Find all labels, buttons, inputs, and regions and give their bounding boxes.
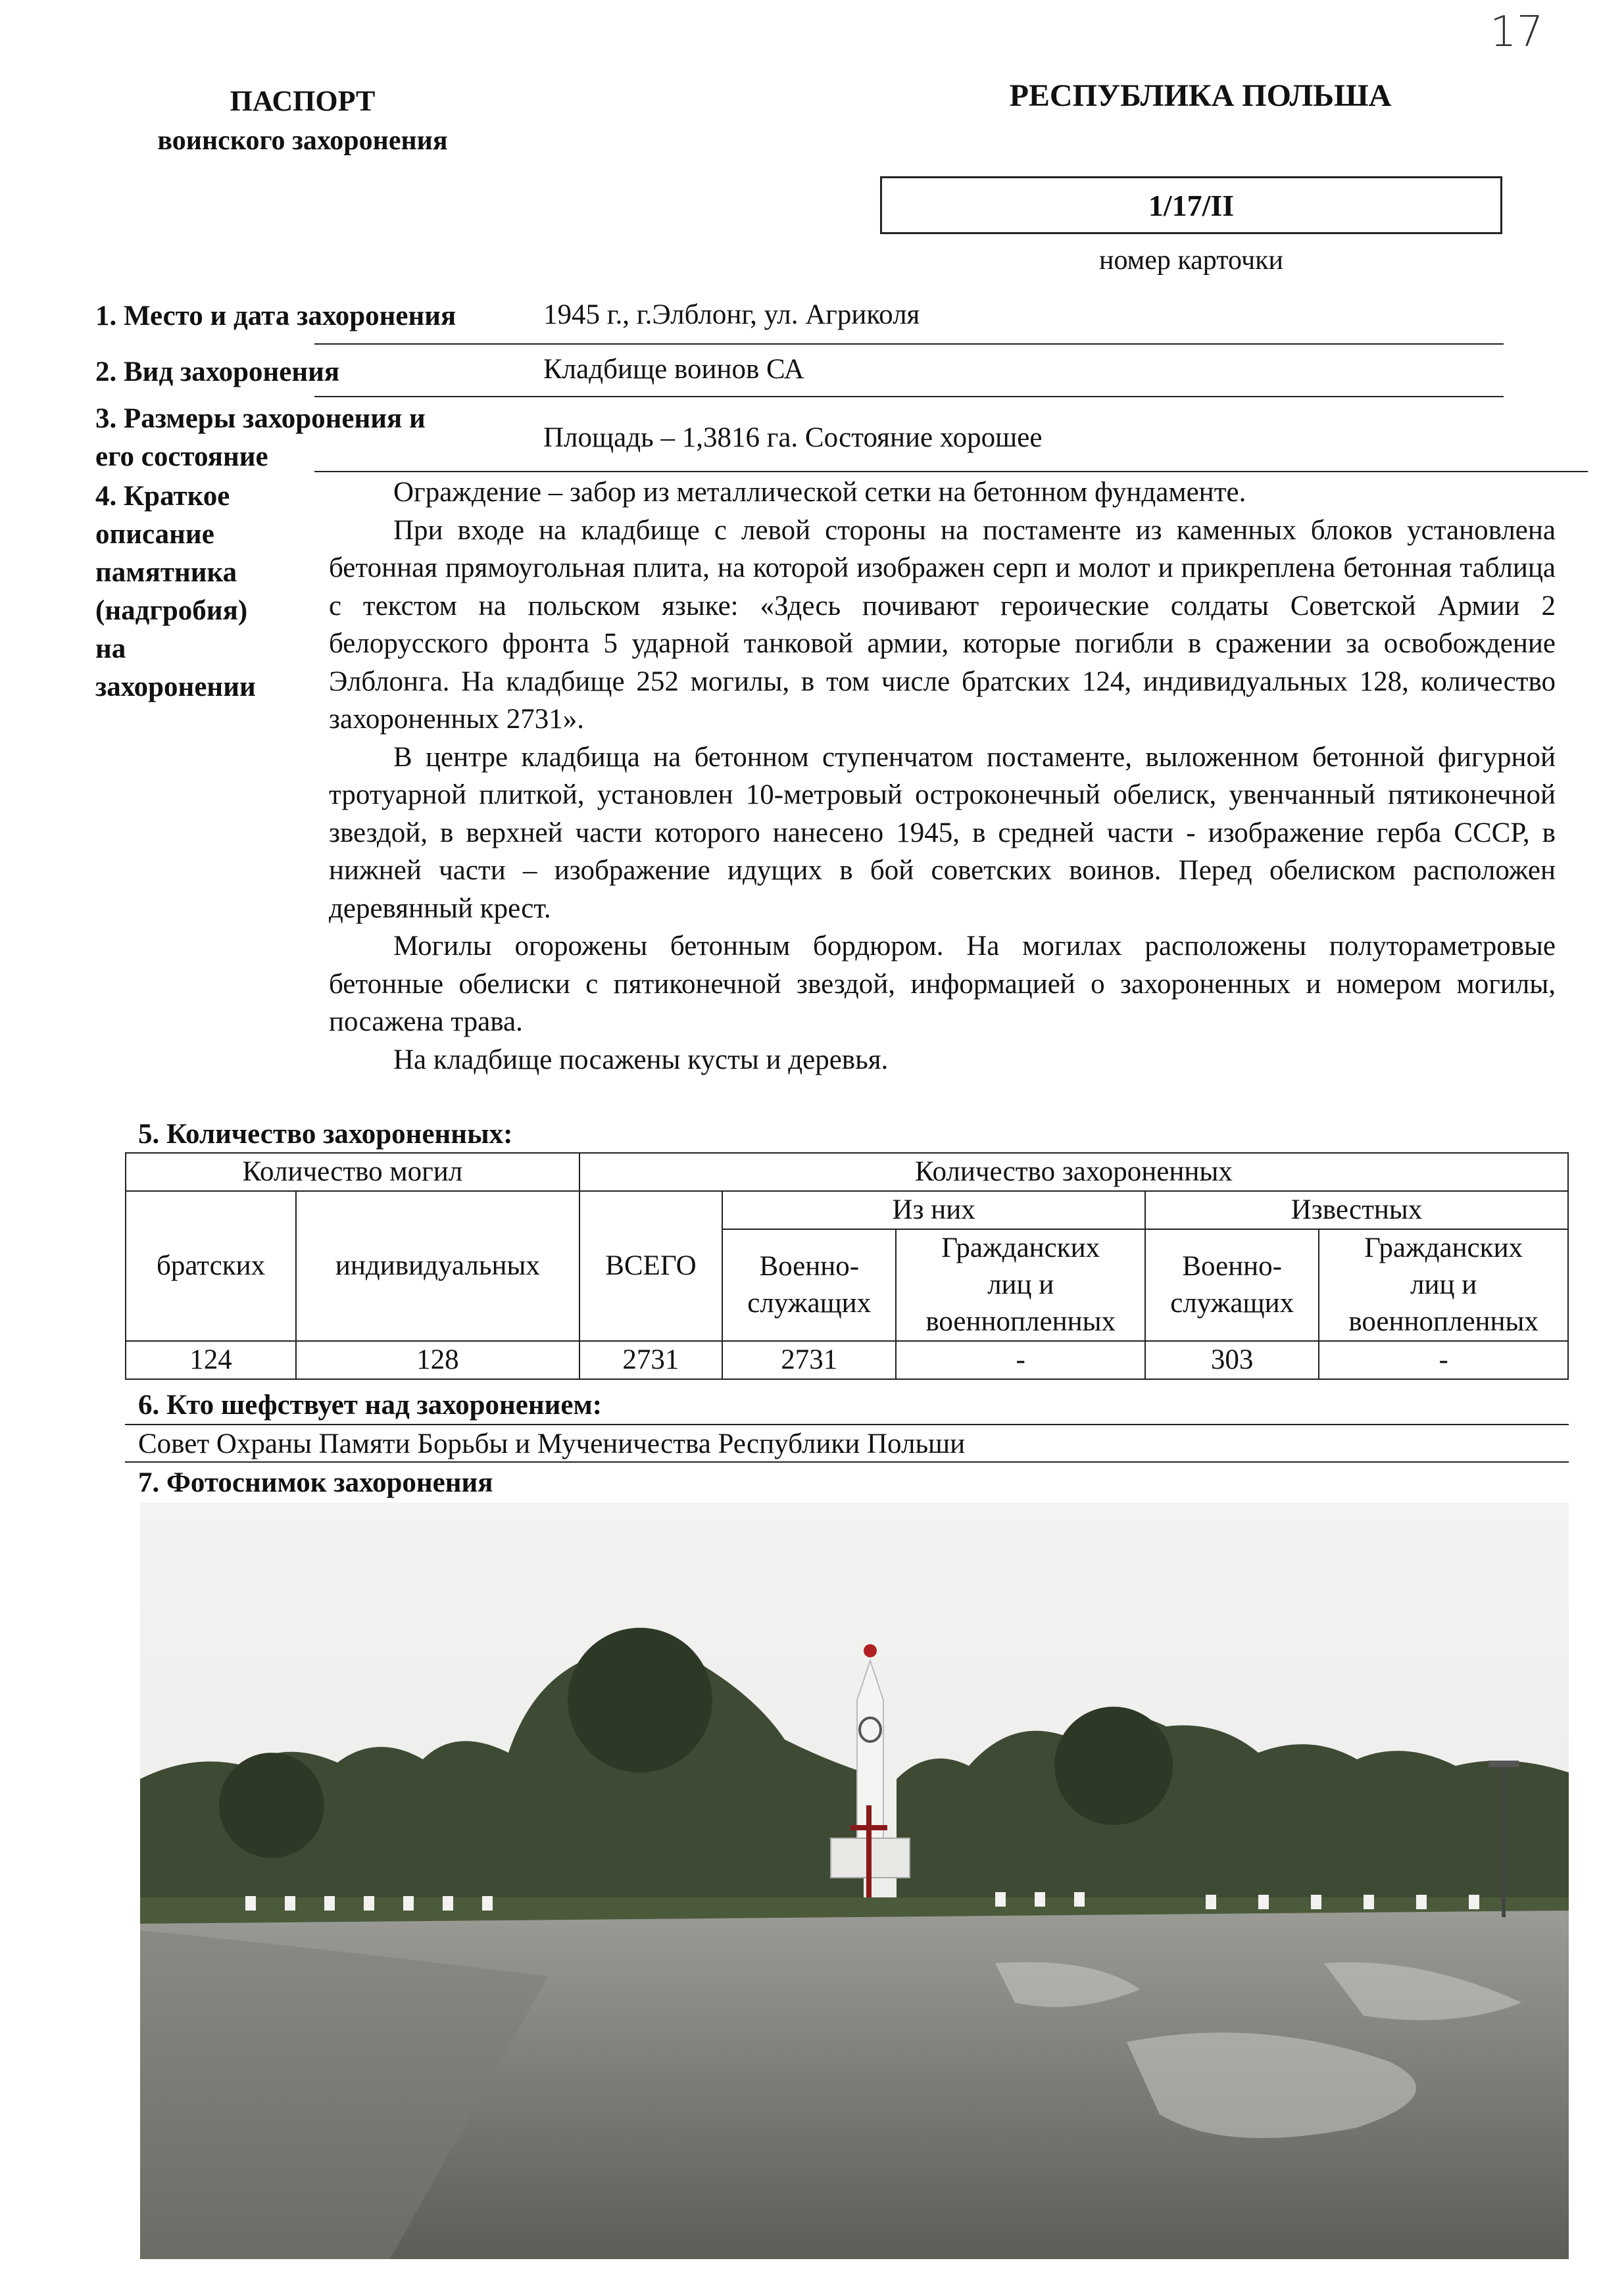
card-number-label: номер карточки [1099, 245, 1283, 276]
value-civil: - [896, 1341, 1145, 1379]
col-civil-line: военнопленных [925, 1306, 1116, 1337]
description-paragraph: При входе на кладбище с левой стороны на постаменте из каменных блоков установлена бетонная прямоугольная плита, на которой изображен серп и молот и прикреплена бетонная таблица с текстом на польском языке: «Здесь почивают героические солдаты Советской Армии 2 белорусского фронта 5 ударной танковой армии, которые погибли в сражении за освобождение Элблонга. На кладбище 252 могилы, в том числе братских 124, индивидуальных 128, количество захороненных 2731». [329, 514, 1556, 735]
value-known-military: 303 [1145, 1341, 1319, 1379]
value-individual: 128 [296, 1341, 579, 1379]
burial-photo [140, 1503, 1569, 2259]
card-number: 1/17/II [1148, 188, 1235, 222]
field-4-label-line: описание [95, 519, 214, 550]
field-4-label [95, 477, 256, 706]
value-military: 2731 [722, 1341, 896, 1379]
divider [314, 343, 1504, 345]
col-known-military [1145, 1229, 1319, 1341]
cross-shape [866, 1805, 872, 1897]
field-1-value: 1945 г., г.Элблонг, ул. Агриколя [543, 299, 920, 330]
col-known-civil [1319, 1229, 1568, 1341]
header-buried: Количество захороненных [579, 1153, 1568, 1191]
description-paragraph: Ограждение – забор из металлической сетки на бетонном фундаменте. [393, 477, 1246, 508]
monument-description [329, 474, 1556, 1079]
col-known-military-line: Военно- [1182, 1251, 1282, 1282]
col-civil-line: Гражданских [941, 1232, 1100, 1263]
field-6-label: 6. Кто шефствует над захоронением: [138, 1390, 603, 1421]
page-number: 17 [1490, 8, 1544, 57]
field-3-value: Площадь – 1,3816 га. Состояние хорошее [543, 422, 1043, 453]
cemetery-photo-illustration [140, 1503, 1569, 2259]
col-total: ВСЕГО [579, 1191, 722, 1341]
col-civil-line: лиц и [987, 1269, 1054, 1300]
passport-subtitle: воинского захоронения [157, 126, 448, 156]
col-military [722, 1229, 896, 1341]
field-2-label: 2. Вид захоронения [95, 356, 340, 387]
field-3-label-line-2: его состояние [95, 441, 268, 472]
field-4-label-line: 4. Краткое [95, 481, 230, 512]
burial-count-table [125, 1152, 1569, 1380]
col-military-line: Военно- [759, 1251, 860, 1282]
field-4-label-line: памятника [95, 557, 237, 588]
field-7-label: 7. Фотоснимок захоронения [138, 1467, 493, 1498]
col-known-military-line: служащих [1170, 1288, 1294, 1319]
passport-title: ПАСПОРТ [230, 85, 376, 117]
value-total: 2731 [579, 1341, 722, 1379]
description-paragraph: В центре кладбища на бетонном ступенчатом постаменте, выложенном бетонной фигурной тротуарной плиткой, установлен 10-метровый остроконечный обелиск, увенчанный пятиконечной звездой, в верхней части которого нанесено 1945, в средней части - изображение герба СССР, в нижней части – изображение идущих в бой советских воинов. Перед обелиском расположен деревянный крест. [329, 741, 1556, 924]
col-mass: братских [126, 1191, 296, 1341]
col-military-line: служащих [747, 1288, 872, 1319]
field-6-value: Совет Охраны Памяти Борьбы и Мученичества Республики Польши [138, 1428, 966, 1459]
description-paragraph: Могилы огорожены бетонным бордюром. На могилах расположены полутораметровые бетонные обелиски с пятиконечной звездой, информацией о захороненных и номером могилы, посажена трава. [329, 931, 1556, 1037]
field-2-value: Кладбище воинов СА [543, 354, 804, 385]
divider [314, 396, 1504, 397]
value-mass: 124 [126, 1341, 296, 1379]
value-known-civil: - [1319, 1341, 1568, 1379]
divider [314, 471, 1588, 472]
field-5-label: 5. Количество захороненных: [138, 1119, 513, 1150]
divider [125, 1461, 1569, 1463]
col-known-civil-line: военнопленных [1348, 1306, 1538, 1337]
country-heading: РЕСПУБЛИКА ПОЛЬША [1009, 78, 1392, 113]
star-icon [864, 1644, 877, 1657]
description-paragraph: На кладбище посажены кусты и деревья. [393, 1044, 889, 1075]
header-of-them: Из них [722, 1191, 1145, 1229]
card-number-box [880, 176, 1502, 234]
field-4-label-line: захоронении [95, 671, 256, 702]
field-1-label: 1. Место и дата захоронения [95, 301, 456, 331]
header-known: Известных [1145, 1191, 1568, 1229]
field-3-label-line-1: 3. Размеры захоронения и [95, 403, 426, 434]
col-known-civil-line: Гражданских [1364, 1232, 1523, 1263]
col-known-civil-line: лиц и [1410, 1269, 1477, 1300]
header-graves: Количество могил [126, 1153, 579, 1191]
col-individual: индивидуальных [296, 1191, 579, 1341]
field-4-label-line: (надгробия) [95, 595, 248, 626]
col-civil [896, 1229, 1145, 1341]
field-4-label-line: на [95, 633, 126, 664]
